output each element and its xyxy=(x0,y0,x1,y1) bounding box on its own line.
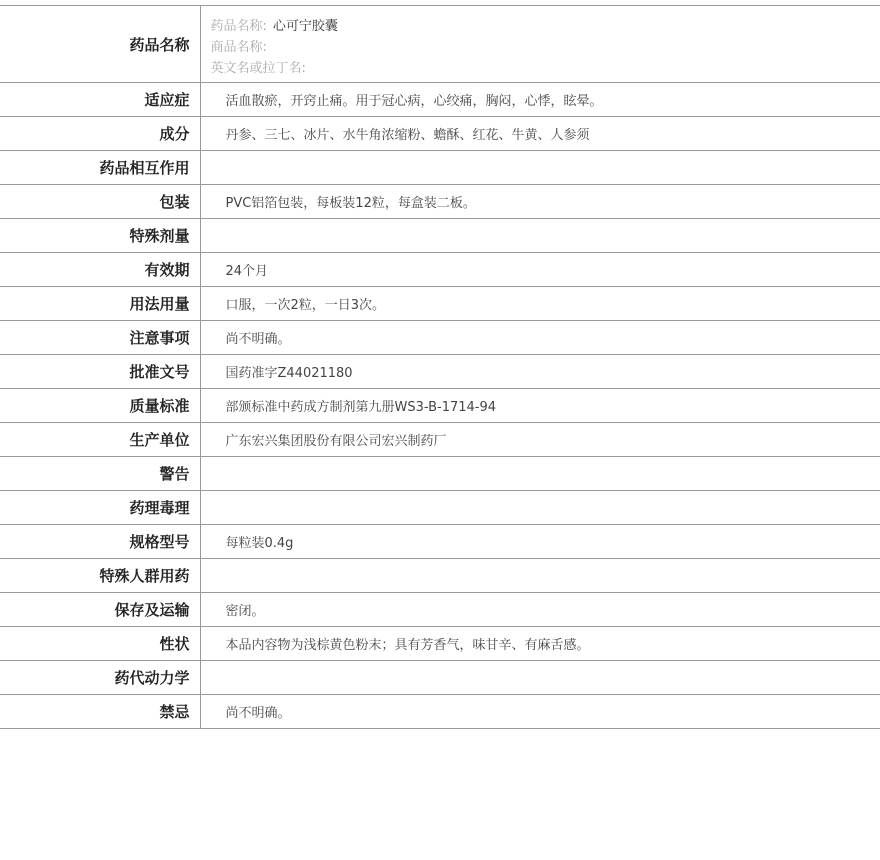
row-label: 警告 xyxy=(0,457,200,491)
row-label: 有效期 xyxy=(0,253,200,287)
row-value xyxy=(200,457,880,491)
generic-name-value: 心可宁胶囊 xyxy=(272,19,338,34)
row-value: 国药准字Z44021180 xyxy=(200,355,880,389)
row-value xyxy=(200,559,880,593)
table-row xyxy=(0,457,880,491)
table-row xyxy=(0,695,880,729)
row-label: 药理毒理 xyxy=(0,491,200,525)
row-label: 性状 xyxy=(0,627,200,661)
table-row xyxy=(0,559,880,593)
generic-name-key: 药品名称: xyxy=(210,19,267,34)
table-row xyxy=(0,627,880,661)
drug-info-table xyxy=(0,5,880,729)
row-value: 尚不明确。 xyxy=(200,695,880,729)
table-row xyxy=(0,593,880,627)
table-row xyxy=(0,151,880,185)
row-value: 24个月 xyxy=(200,253,880,287)
table-row xyxy=(0,491,880,525)
row-value: 丹参、三七、冰片、水牛角浓缩粉、蟾酥、红花、牛黄、人参须 xyxy=(200,117,880,151)
table-row xyxy=(0,389,880,423)
row-value: 部颁标准中药成方制剂第九册WS3-B-1714-94 xyxy=(200,389,880,423)
table-row xyxy=(0,321,880,355)
row-label-drug-name: 药品名称 xyxy=(0,6,200,83)
english-name-line xyxy=(211,58,880,79)
row-value: 广东宏兴集团股份有限公司宏兴制药厂 xyxy=(200,423,880,457)
row-value: 尚不明确。 xyxy=(200,321,880,355)
table-row xyxy=(0,185,880,219)
row-value xyxy=(200,219,880,253)
row-value: 口服，一次2粒，一日3次。 xyxy=(200,287,880,321)
row-label: 药代动力学 xyxy=(0,661,200,695)
row-value xyxy=(200,151,880,185)
row-label: 包装 xyxy=(0,185,200,219)
table-row xyxy=(0,661,880,695)
row-label: 保存及运输 xyxy=(0,593,200,627)
row-label: 用法用量 xyxy=(0,287,200,321)
table-row-drug-name xyxy=(0,6,880,83)
row-label: 注意事项 xyxy=(0,321,200,355)
table-row xyxy=(0,525,880,559)
row-label: 批准文号 xyxy=(0,355,200,389)
trade-name-key: 商品名称: xyxy=(210,40,267,55)
row-value: 活血散瘀，开窍止痛。用于冠心病，心绞痛，胸闷，心悸，眩晕。 xyxy=(200,83,880,117)
row-label: 质量标准 xyxy=(0,389,200,423)
table-row xyxy=(0,287,880,321)
row-label: 规格型号 xyxy=(0,525,200,559)
row-value: 密闭。 xyxy=(200,593,880,627)
row-value: 每粒装0.4g xyxy=(200,525,880,559)
row-label: 适应症 xyxy=(0,83,200,117)
row-label: 特殊人群用药 xyxy=(0,559,200,593)
row-value xyxy=(200,491,880,525)
table-row xyxy=(0,83,880,117)
generic-name-line xyxy=(211,16,880,37)
row-label: 生产单位 xyxy=(0,423,200,457)
table-row xyxy=(0,219,880,253)
row-label: 禁忌 xyxy=(0,695,200,729)
table-row xyxy=(0,253,880,287)
row-label: 药品相互作用 xyxy=(0,151,200,185)
row-value xyxy=(200,661,880,695)
table-row xyxy=(0,423,880,457)
english-name-key: 英文名或拉丁名: xyxy=(210,61,306,76)
table-row xyxy=(0,117,880,151)
row-label: 特殊剂量 xyxy=(0,219,200,253)
trade-name-line xyxy=(211,37,880,58)
row-value: 本品内容物为浅棕黄色粉末；具有芳香气，味甘辛、有麻舌感。 xyxy=(200,627,880,661)
table-row xyxy=(0,355,880,389)
drug-name-details xyxy=(200,6,880,83)
row-label: 成分 xyxy=(0,117,200,151)
row-value: PVC铝箔包装，每板装12粒，每盒装二板。 xyxy=(200,185,880,219)
